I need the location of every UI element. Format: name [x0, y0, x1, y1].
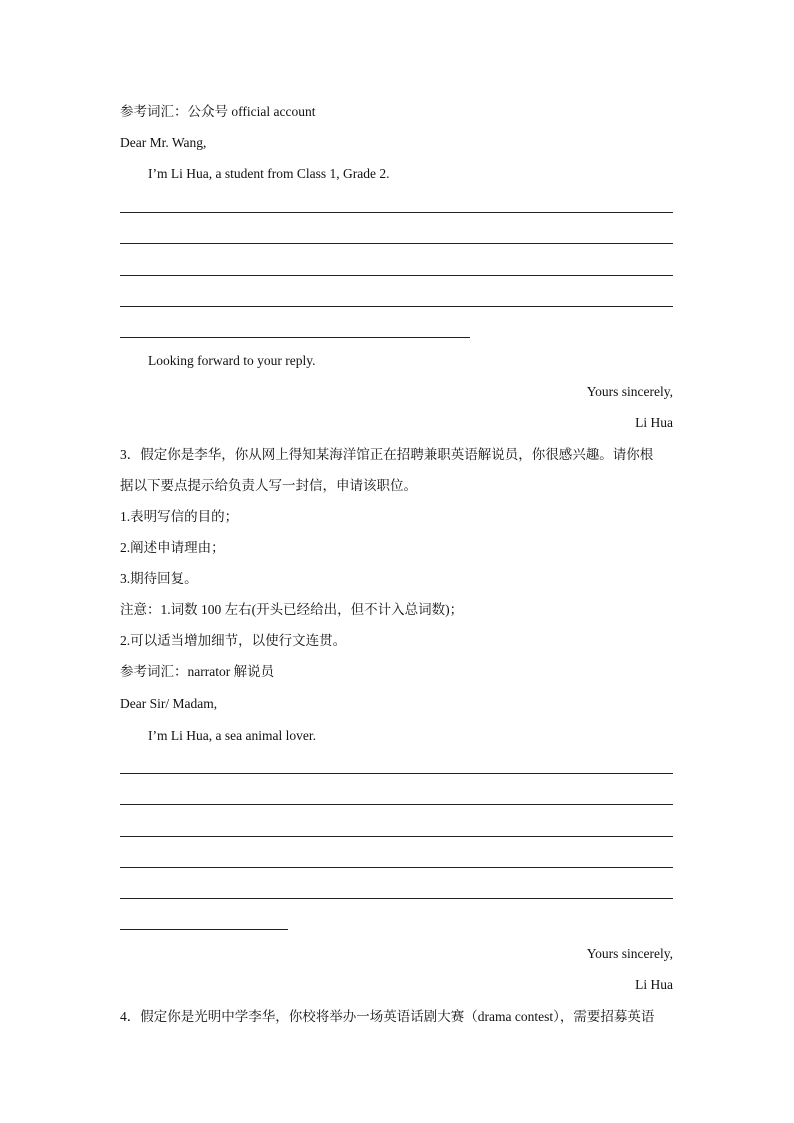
writing-line[interactable] [120, 867, 673, 868]
writing-line[interactable] [120, 243, 673, 244]
writing-line[interactable] [120, 836, 673, 837]
writing-line[interactable] [120, 898, 673, 899]
letter-signature-3: Li Hua [635, 977, 673, 992]
writing-line[interactable] [120, 773, 673, 774]
vocab-hint-2: 参考词汇：公众号 official account [120, 104, 316, 119]
letter-greeting-3: Dear Sir/ Madam, [120, 696, 218, 711]
letter-opening-3: I’m Li Hua, a sea animal lover. [148, 728, 316, 743]
writing-line[interactable] [120, 804, 673, 805]
letter-sign-off-3: Yours sincerely, [586, 946, 673, 961]
letter-signature-2: Li Hua [635, 415, 673, 430]
writing-line-short[interactable] [120, 929, 288, 930]
writing-line[interactable] [120, 306, 673, 307]
writing-line[interactable] [120, 212, 673, 213]
letter-opening-2: I’m Li Hua, a student from Class 1, Grade 2. [148, 166, 390, 181]
question-3-point-3: 3.期待回复。 [120, 571, 198, 586]
question-3-note-1: 注意：1.词数 100 左右(开头已经给出，但不计入总词数)； [120, 602, 464, 617]
letter-sign-off-2: Yours sincerely, [586, 384, 673, 399]
question-3-prompt-line2: 据以下要点提示给负责人写一封信，申请该职位。 [120, 478, 417, 493]
question-3-prompt-line1: 3．假定你是李华，你从网上得知某海洋馆正在招聘兼职英语解说员，你很感兴趣。请你根 [120, 447, 654, 462]
question-3-point-1: 1.表明写信的目的； [120, 509, 239, 524]
question-4-prompt-line1: 4．假定你是光明中学李华，你校将举办一场英语话剧大赛（drama contest），需要招募英语 [120, 1009, 655, 1024]
letter-closing-line-2: Looking forward to your reply. [148, 353, 316, 368]
writing-line[interactable] [120, 275, 673, 276]
question-3-point-2: 2.阐述申请理由； [120, 540, 225, 555]
letter-greeting-2: Dear Mr. Wang, [120, 135, 207, 150]
vocab-hint-3: 参考词汇：narrator 解说员 [120, 664, 275, 679]
writing-line-short[interactable] [120, 337, 470, 338]
question-3-note-2: 2.可以适当增加细节，以使行文连贯。 [120, 633, 347, 648]
